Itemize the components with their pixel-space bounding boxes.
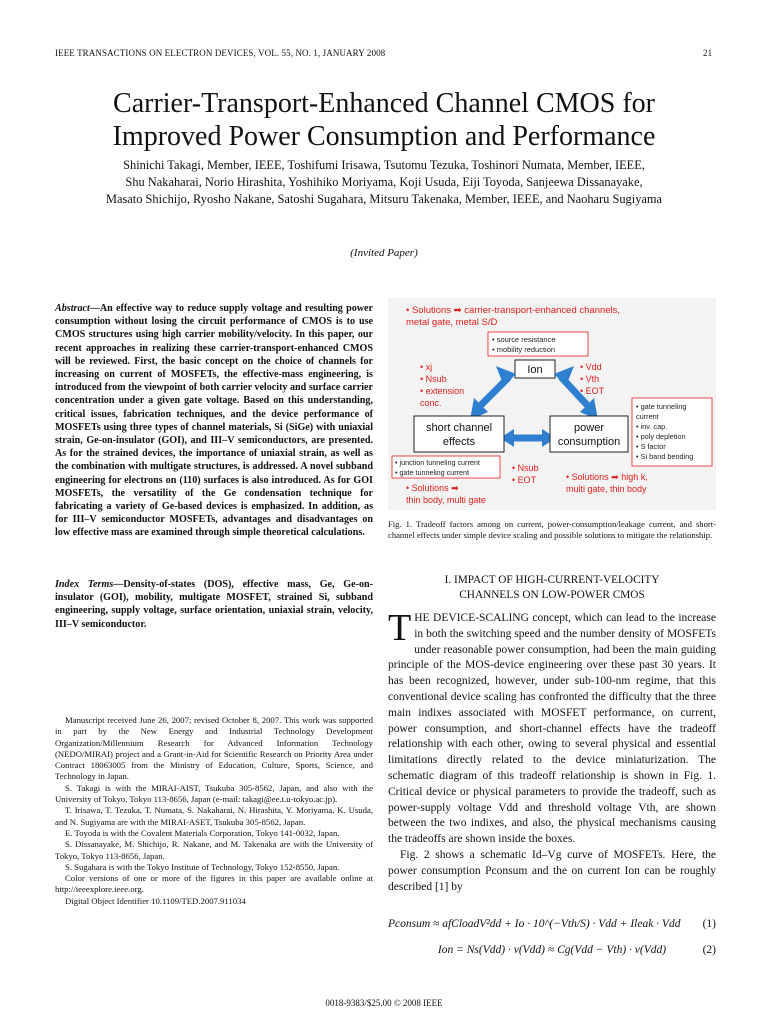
section-heading-line-2: CHANNELS ON LOW-POWER CMOS (459, 589, 645, 601)
equation-2-number: (2) (702, 944, 716, 956)
authors-line-1: Shinichi Takagi, Member, IEEE, Toshifumi Irisawa, Tsutomu Tezuka, Toshinori Numata, Member, IEEE, (123, 158, 645, 172)
section-heading (388, 573, 716, 603)
ion-cause: • source resistance (492, 335, 556, 344)
figure-1 (388, 298, 716, 510)
footnote: E. Toyoda is with the Covalent Materials Corporation, Tokyo 141-0032, Japan. (65, 827, 340, 838)
power-cause: current (636, 412, 659, 421)
left-param: • xj (420, 362, 433, 372)
authors-line-3: Masato Shichijo, Ryosho Nakane, Satoshi Sugahara, Mitsuru Takenaka, Member, IEEE, and Naoharu Sugiyama (105, 192, 663, 206)
left-param: • extension (420, 386, 465, 396)
invited-label: (Invited Paper) (350, 247, 418, 259)
power-label: power (574, 422, 604, 434)
left-param: conc. (420, 398, 442, 408)
copyright-footer: 0018-9383/$25.00 © 2008 IEEE (325, 998, 443, 1008)
short-channel-cause: • junction tunneling current (395, 458, 480, 467)
authors-line-2: Shu Nakaharai, Norio Hirashita, Yoshihiko Moriyama, Koji Usuda, Eiji Toyoda, Sanjeewa Dissanayake, (125, 175, 643, 189)
equation-1-number: (1) (702, 918, 716, 930)
drop-cap: T (388, 607, 412, 649)
bottom-param: • Nsub (512, 463, 539, 473)
tradeoff-diagram (388, 298, 716, 510)
index-terms-label: Index Terms (55, 579, 114, 590)
footnote: S. Takagi is with the MIRAI-AIST, Tsukuba 305-8562, Japan, and also with the University of Tokyo, Tokyo 113-8656, Japan (e-mail: takagi@ee.t.u-tokyo.ac.jp). (55, 782, 373, 805)
short-channel-label: effects (442, 436, 476, 448)
abstract-label: Abstract (55, 303, 90, 314)
power-cause: • poly depletion (636, 432, 686, 441)
left-solution-line-1: • Solutions ➡ (406, 483, 459, 493)
figure-caption: Fig. 1. Tradeoff factors among on current, power-consumption/leakage current, and short-channel effects under simple device scaling and possible solutions to mitigate the relationship. (388, 519, 716, 540)
title-line-1: Carrier-Transport-Enhanced Channel CMOS for (113, 88, 655, 119)
power-cause: • gate tunneling (636, 402, 687, 411)
equation-2 (388, 944, 716, 956)
ion-cause: • mobility reduction (492, 345, 556, 354)
footnote: S. Dissanayake, M. Shichijo, R. Nakane, and M. Takenaka are with the University of Tokyo, Tokyo 113-8656, Japan. (55, 839, 373, 861)
equation-1-body: Pconsum ≈ afCloadV²dd + Io · 10^(−Vth/S) · Vdd + Ileak · Vdd (388, 918, 681, 930)
abstract (55, 302, 373, 540)
running-header: IEEE TRANSACTIONS ON ELECTRON DEVICES, VOL. 55, NO. 1, JANUARY 2008 (55, 48, 386, 58)
footnote: S. Sugahara is with the Tokyo Institute of Technology, Tokyo 152-8550, Japan. (65, 861, 340, 872)
paper-title (0, 87, 768, 153)
index-terms-text: —Density-of-states (DOS), effective mass, Ge, Ge-on-insulator (GOI), mobility, multigate MOSFET, strained Si, subband engineering, supply voltage, surface orientation, uniaxial strain, velocity, III–V semiconductor. (55, 579, 373, 630)
left-solution-line-2: thin body, multi gate (406, 495, 486, 505)
top-solution-line-1: • Solutions ➡ carrier-transport-enhanced channels, (406, 305, 621, 316)
short-channel-label: short channel (425, 422, 493, 434)
footnote: Manuscript received June 26, 2007; revised October 8, 2007. This work was supported in part by the New Energy and Industrial Technology Development Organization/Millennium Research for Advanced Information Technology (NEDO/MIRAI) project and a Grant-in-Aid for Scientific Research on Priority Area under Contract 18063005 from the Ministry of Education, Culture, Sports, Science, and Technology in Japan. (55, 715, 373, 782)
power-cause: • Si band bending (636, 452, 694, 461)
short-channel-cause: • gate tunneling current (395, 468, 470, 477)
ion-label: Ion (527, 364, 543, 376)
page-number: 21 (703, 48, 713, 58)
footnote-doi: Digital Object Identifier 10.1109/TED.2007.911034 (65, 895, 246, 906)
section-heading-line-1: I. IMPACT OF HIGH-CURRENT-VELOCITY (444, 574, 660, 586)
power-label: consumption (557, 436, 621, 448)
top-solution-line-2: metal gate, metal S/D (406, 317, 498, 328)
right-param: • Vdd (580, 362, 602, 372)
footnote: Color versions of one or more of the figures in this paper are available online at http://ieeexplore.ieee.org. (55, 873, 373, 895)
right-param: • Vth (580, 374, 600, 384)
paragraph-2: Fig. 2 shows a schematic Id–Vg curve of MOSFETs. Here, the power consumption Pconsum and the on current Ion can be roughly described [1] by (388, 848, 716, 893)
power-cause: • S factor (636, 442, 666, 451)
right-solution-line-1: • Solutions ➡ high k, (566, 472, 648, 482)
equation-2-body: Ion = Ns(Vdd) · v(Vdd) ≈ Cg(Vdd − Vth) · v(Vdd) (437, 944, 667, 956)
index-terms (55, 578, 373, 631)
equation-1 (388, 918, 716, 930)
paragraph-1-text: HE DEVICE-SCALING concept, which can lead to the increase in both the switching speed and the number density of MOSFETs under reasonable power consumption, had been the main guiding principle of the MOS-device engineering over these past 30 years. It has been recognized, however, under sub-100-nm regime, that this conventional device scaling has confronted the difficulty that the three main indixes associated with MOSFET performance, on current, power consumption, and short-channel effects have the tradeoff relationship with each other, owing to several physical and essential limitations directly related to the device miniaturization. The schematic diagram of this tradeoff relationship is shown in Fig. 1. Critical device or physical parameters to provide the tradeoff, such as power-supply voltage Vdd and threshold voltage Vth, are shown between the two indixes, and also, the physical mechanisms causing the tradeoffs are shown inside the boxes. (388, 612, 716, 846)
bottom-param: • EOT (512, 475, 537, 485)
left-param: • Nsub (420, 374, 447, 384)
abstract-text: —An effective way to reduce supply voltage and resulting power consumption without losing the circuit performance of CMOS is to use CMOS structures using high carrier mobility/velocity. In this paper, our recent approaches in realizing these carrier-transport-enhanced CMOS will be reviewed. First, the basic concept on the choice of channels for increasing on current of MOSFETs, the effective-mass engineering, is introduced from the viewpoint of both carrier velocity and surface carrier concentration under a given gate voltage. Based on this understanding, critical issues, fabrication techniques, and the device performance of MOSFETs using three types of channel materials, Si (SiGe) with uniaxial strain, Ge-on-insulator (GOI), and III–V semiconductors, are presented. As for the strained devices, the importance of uniaxial strain, as well as the combination with multigate structures, is addressed. A novel subband engineering for electrons on (110) surfaces is also introduced. As for GOI MOSFETs, the versatility of the Ge condensation technique for fabricating a variety of Ge-based devices is emphasized. In addition, as for III–V semiconductor MOSFETs, advantages and disadvantages on low effective mass are examined through simple theoretical calculations. (55, 303, 373, 539)
author-list (0, 157, 768, 208)
right-param: • EOT (580, 386, 605, 396)
title-line-2: Improved Power Consumption and Performance (112, 121, 656, 152)
footnotes (55, 715, 373, 907)
right-solution-line-2: multi gate, thin body (566, 484, 647, 494)
body-text (388, 607, 716, 895)
paragraph-1 (388, 607, 716, 848)
power-cause: • inv. cap. (636, 422, 668, 431)
footnote: T. Irisawa, T. Tezuka, T. Numata, S. Nakaharai, N. Hirashita, Y. Moriyama, K. Usuda, and N. Sugiyama are with the MIRAI-ASET, Tsukuba 305-8562, Japan. (55, 805, 373, 827)
